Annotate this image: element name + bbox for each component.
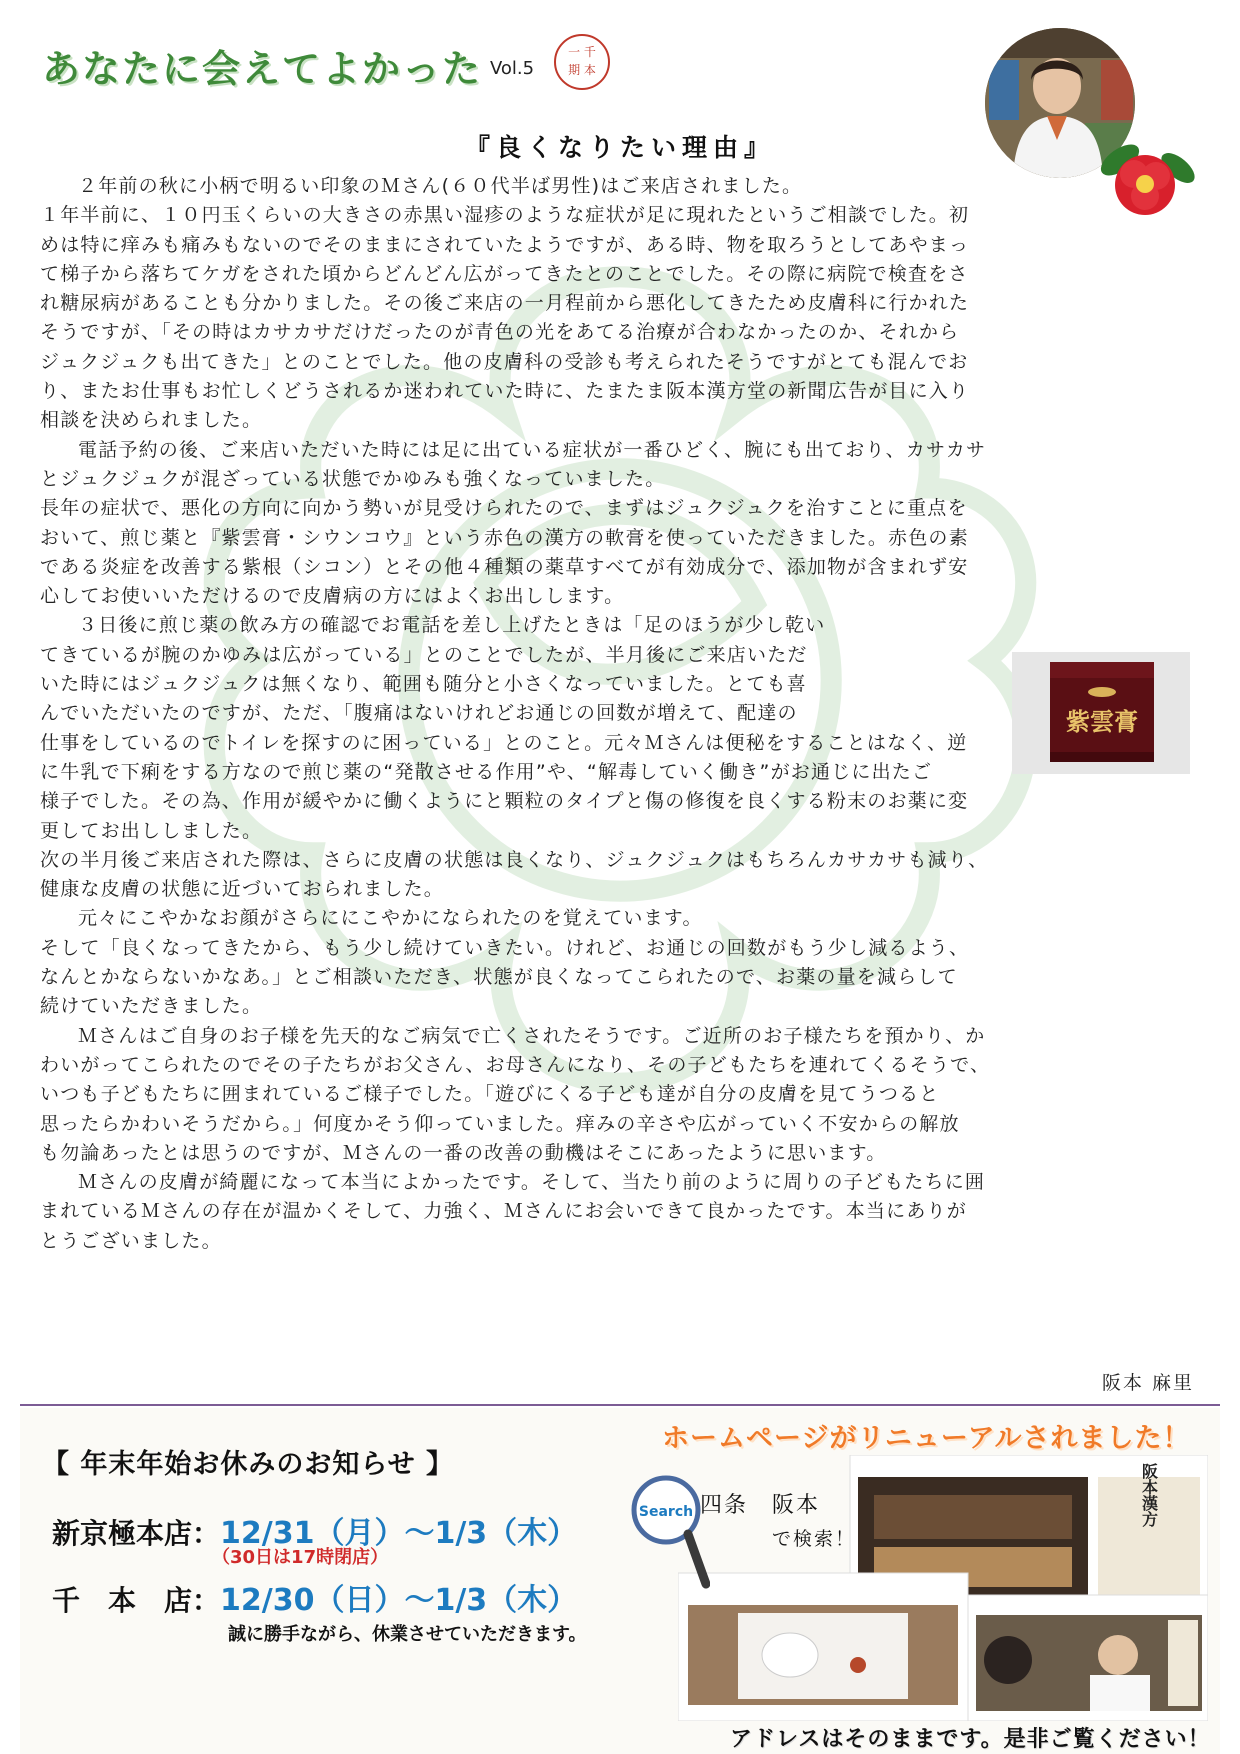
article-line: Ｍさんの皮膚が綺麗になって本当によかったです。そして、当たり前のように周りの子どもたちに囲	[78, 1171, 986, 1194]
homepage-renewal-headline: ホームページがリニューアルされました！	[662, 1423, 1191, 1454]
article-line: まれているＭさんの存在が温かくそして、力強く、Ｍさんにお会いできて良かったです。本当にありが	[40, 1200, 967, 1223]
article-line: に牛乳で下痢をする方なので煎じ薬の“発散させる作用”や、“解毒していく働き”がお通じに出たご	[40, 760, 933, 783]
article-line: も勿論あったとは思うのですが、Ｍさんの一番の改善の動機はそこにあったように思います。	[40, 1141, 887, 1164]
holiday-notice-title: 【 年末年始お休みのお知らせ 】	[42, 1449, 454, 1480]
article-line: 思ったらかわいそうだから。」何度かそう仰っていました。痒みの辛さや広がっていく不安からの解放	[40, 1112, 960, 1135]
article-line: めは特に痒みも痛みもないのでそのままにされていたようですが、ある時、物を取ろうとしてあやまっ	[40, 233, 970, 256]
svg-text:期 本: 期 本	[568, 63, 596, 77]
article-line: 仕事をしているのでトイレを探すのに困っている」とのこと。元々Ｍさんは便秘をすることはなく、逆	[40, 731, 968, 754]
article-line: てきているが腕のかゆみは広がっている」とのことでしたが、半月後にご来店いただ	[40, 643, 808, 666]
search-word: Search	[638, 1504, 694, 1520]
article-line: 次の半月後ご来店された際は、さらに皮膚の状態は良くなり、ジュクジュクはもちろんカサカサも減り、	[40, 848, 989, 871]
author-signature: 阪本 麻里	[1101, 1372, 1194, 1394]
article-line: Ｍさんはご自身のお子様を先天的なご病気で亡くされたそうです。ご近所のお子様たちを預かり、か	[78, 1024, 986, 1047]
store-senbon-hours	[52, 1575, 577, 1619]
article-line: 相談を決められました。	[40, 409, 263, 432]
article-line: ジュクジュクも出てきた」とのことでした。他の皮膚科の受診も考えられたそうですがとても混んでお	[40, 350, 969, 373]
article-line: 更してお出ししました。	[40, 819, 263, 842]
early-closing-note: （30日は17時閉店）	[212, 1547, 389, 1568]
article-line: そして「良くなってきたから、もう少し続けていきたい。けれど、お通じの回数がもう少し減るよう、	[40, 936, 970, 959]
article-line: 電話予約の後、ご来店いただいた時には足に出ている症状が一番ひどく、腕にも出ており、カサカサ	[78, 438, 987, 461]
article-line: り、またお仕事もお忙しくどうされるか迷われていた時に、たまたま阪本漢方堂の新聞広告が目に入り	[40, 380, 970, 403]
shiunko-product-photo	[1012, 652, 1190, 774]
section-divider	[20, 1404, 1220, 1406]
article-line: わいがってこられたのでその子たちがお父さん、お母さんになり、その子どもたちを連れてくるそうで、	[40, 1053, 991, 1076]
search-terms: 四条 阪本	[700, 1493, 821, 1518]
article-line: とジュクジュクが混ざっている状態でかゆみも強くなっていました。	[40, 467, 666, 490]
closure-apology: 誠に勝手ながら、休業させていただきます。	[228, 1624, 587, 1645]
article-line: ２年前の秋に小柄で明るい印象のＭさん(６０代半ば男性)はご来店されました。	[78, 175, 803, 197]
article-title: 『良くなりたい理由』	[464, 133, 775, 162]
svg-text:一 千: 一 千	[568, 45, 596, 59]
article-line: おいて、煎じ薬と『紫雲膏・シウンコウ』という赤色の漢方の軟膏を使っていただきました。赤色の素	[40, 526, 969, 549]
article-line: なんとかならないかなあ。」とご相談いただき、状態が良くなってこられたので、お薬の量を減らして	[40, 966, 958, 989]
store-name: 新京極本店：	[52, 1517, 221, 1550]
article-line: いた時にはジュクジュクは無くなり、範囲も随分と小さくなっていました。とても喜	[40, 673, 807, 696]
shop-sign-text: 阪本漢方	[1139, 1463, 1159, 1527]
article-line: れ糖尿病があることも分かりました。その後ご来店の一月程前から悪化してきたため皮膚科に行かれた	[40, 292, 970, 315]
article-line: とうございました。	[40, 1229, 222, 1252]
closure-dates: 12/30（日）～1/3（木）	[220, 1583, 578, 1618]
article-line: １年半前に、１０円玉くらいの大きさの赤黒い湿疹のような症状が足に現れたというご相談でした。初	[40, 204, 970, 227]
article-line: 心してお使いいただけるので皮膚病の方にはよくお出しします。	[40, 585, 625, 608]
closure-dates: 12/31（月）～1/3（木）	[220, 1516, 578, 1551]
article-line: 続けていただきました。	[40, 995, 263, 1018]
search-instruction: で検索！	[772, 1528, 857, 1550]
article-line: んでいただいたのですが、ただ、「腹痛はないけれどお通じの回数が増えて、配達の	[40, 702, 798, 725]
article-line: 健康な皮膚の状態に近づいておられました。	[40, 878, 445, 901]
article-line: ３日後に煎じ薬の飲み方の確認でお電話を差し上げたときは「足のほうが少し乾い	[78, 614, 826, 637]
search-magnifier-icon	[628, 1472, 710, 1592]
ichigo-ichie-seal-icon	[552, 32, 612, 92]
store-name: 千 本 店：	[52, 1584, 221, 1617]
volume-number: Vol.5	[490, 58, 535, 79]
article-line: いつも子どもたちに囲まれているご様子でした。「遊びにくる子ども達が自分の皮膚を見てうつると	[40, 1083, 940, 1106]
newsletter-title: あなたに会えてよかった	[42, 47, 483, 91]
article-line: 長年の症状で、悪化の方向に向かう勢いが見受けられたので、まずはジュクジュクを治すことに重点を	[40, 497, 968, 520]
address-unchanged-note: アドレスはそのままです。是非ご覧ください！	[730, 1727, 1211, 1752]
article-line: て梯子から落ちてケガをされた頃からどんどん広がってきたとのことでした。その際に病院で検査をさ	[40, 262, 969, 285]
product-label: 紫雲膏	[1066, 707, 1138, 736]
article-line: である炎症を改善する紫根（シコン）とその他４種類の薬草すべてが有効成分で、添加物が含まれず安	[40, 555, 969, 578]
article-line: 元々にこやかなお顔がさらににこやかになられたのを覚えています。	[78, 907, 703, 930]
article-line: 様子でした。その為、作用が緩やかに働くようにと顆粒のタイプと傷の修復を良くする粉末のお薬に変	[40, 790, 969, 813]
article-line: そうですが、「その時はカサカサだけだったのが青色の光をあてる治療が合わなかったのか、それから	[40, 321, 960, 344]
